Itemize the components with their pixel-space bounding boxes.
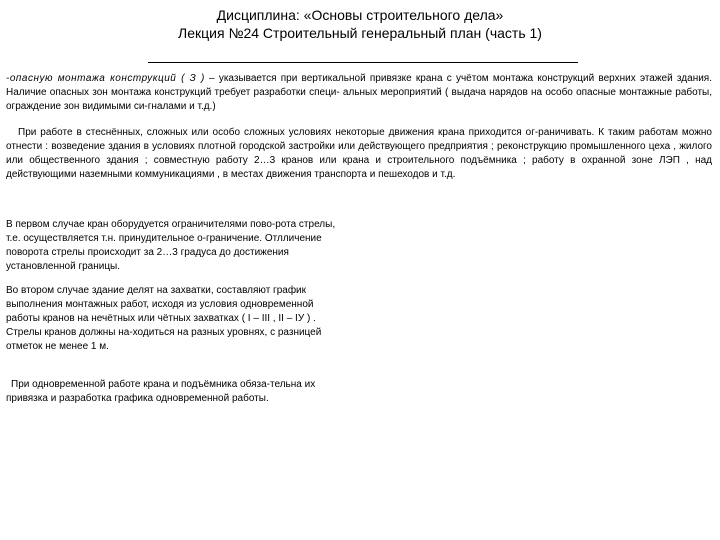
emphasis-term: -опасную монтажа конструкций ( З ) <box>6 73 205 84</box>
lecture-title: Лекция №24 Строительный генеральный план (часть 1) <box>178 25 542 41</box>
paragraph-constrained-conditions: При работе в стеснённых, сложных или особо сложных условиях некоторые движения крана приходится ог-раничивать. К таким работам можно отнести : возведение здания в условиях плотной городской застройки или действующего предприятия ; реконструкцию промышленного цеха , жилого или общественного здания ; совместную работу 2…3 кранов или крана и строительного подъёмника ; работу в охранной зоне ЛЭП , над действующими наземными коммуникациями , в местах движения транспорта и пешеходов и т.д. <box>6 127 712 180</box>
paragraph-simultaneous-work: При одновременной работе крана и подъёмника обяза-тельна их привязка и разработка графика одновременной работы. <box>6 379 316 404</box>
header-divider <box>148 62 578 63</box>
paragraph-text: – указывается при вертикальной привязке крана с учётом монтажа конструкций верхних этажей здания. Наличие опасных зон монтажа конструкций требует разработки специ- альных мероприятий ( выдача нарядов на особо опасные монтажные работы, ограждение зон видимыми си-гналами и т.д.) <box>6 73 712 112</box>
paragraph-danger-zone <box>6 72 712 114</box>
document-header <box>0 6 720 42</box>
paragraph-second-case: Во втором случае здание делят на захватки, составляют график выполнения монтажных работ, исходя из условия одновременной работы кранов на нечётных или чётных захватках ( I – III , II – IУ ) . Стрелы кранов должны на-ходиться на разных уровнях, с разницей отметок не менее 1 м. <box>6 285 322 352</box>
discipline-title: Дисциплина: «Основы строительного дела» <box>216 7 504 23</box>
paragraph-first-case: В первом случае кран оборудуется ограничителями пово-рота стрелы, т.е. осуществляется т.н. принудительное о-граничение. Отлличение поворота стрелы происходит за 2…3 градуса до достижения установленной границы. <box>6 219 336 272</box>
